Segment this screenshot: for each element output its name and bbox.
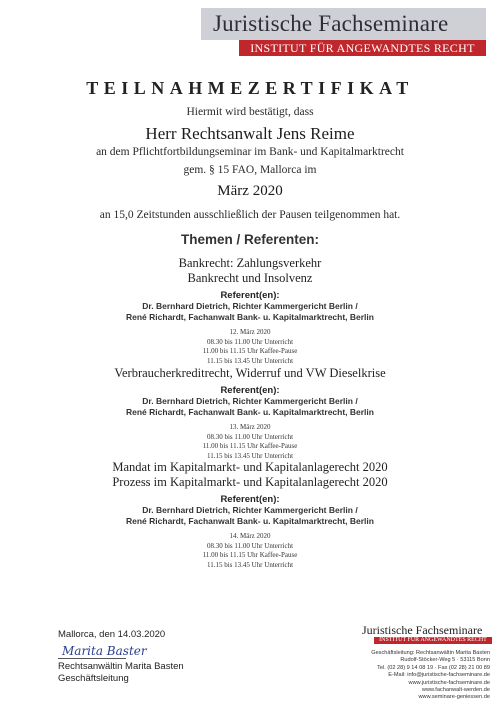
footer-logo-subtitle: INSTITUT FÜR ANGEWANDTES RECHT <box>374 637 492 644</box>
session-topic: Verbraucherkreditrecht, Widerruf und VW Dieselkrise <box>114 366 386 380</box>
themes-heading: Themen / Referenten: <box>180 232 320 247</box>
session-topic: Bankrecht und Insolvenz <box>187 271 313 285</box>
seminar-line: an dem Pflichtfortbildungseminar im Bank- und Kapitalmarktrecht <box>96 146 404 158</box>
contact-line: Geschäftsleitung: Rechtsanwältin Marita Basten <box>371 650 490 656</box>
signer-name: Rechtsanwältin Marita Basten <box>58 661 184 672</box>
contact-line: www.juristische-fachseminare.de <box>408 679 490 686</box>
signature-line <box>58 658 126 659</box>
referent-line: René Richardt, Fachanwalt Bank- u. Kapitalmarktrecht, Berlin <box>126 407 374 417</box>
fao-line: gem. § 15 FAO, Mallorca im <box>183 164 317 176</box>
schedule-line: 11.15 bis 13.45 Uhr Unterricht <box>206 560 294 569</box>
referent-heading: Referent(en): <box>220 385 280 396</box>
session-date: 12. März 2020 <box>229 328 271 336</box>
contact-block <box>371 650 490 702</box>
referent-heading: Referent(en): <box>220 290 280 301</box>
schedule-line: 08.30 bis 11.00 Uhr Unterricht <box>206 337 294 346</box>
contact-line: www.fachanwalt-werden.de <box>421 687 490 694</box>
schedule-line: 11.00 bis 11.15 Uhr Kaffee-Pause <box>202 347 298 355</box>
schedule-line: 11.00 bis 11.15 Uhr Kaffee-Pause <box>202 551 298 559</box>
footer-logo-title: Juristische Fachseminare <box>362 623 483 637</box>
referent-line: René Richardt, Fachanwalt Bank- u. Kapitalmarktrecht, Berlin <box>126 312 374 322</box>
place-date: Mallorca, den 14.03.2020 <box>58 629 166 640</box>
footer-logo <box>362 623 492 644</box>
hours-line: an 15,0 Zeitstunden ausschließlich der Pausen teilgenommen hat. <box>99 209 401 221</box>
session-topic: Prozess im Kapitalmarkt- und Kapitalanlagerecht 2020 <box>112 475 388 489</box>
logo-subtitle: INSTITUT FÜR ANGEWANDTES RECHT <box>239 40 486 56</box>
contact-line: Tel. (02 28) 9 14 08 19 · Fax (02 28) 21 00 89 <box>377 664 490 671</box>
handwritten-signature: Marita Baster <box>62 644 147 658</box>
referent-line: Dr. Bernhard Dietrich, Richter Kammergericht Berlin / <box>142 396 358 406</box>
contact-line: E-Mail: info@juristische-fachseminare.de <box>388 672 490 679</box>
recipient-name: Herr Rechtsanwalt Jens Reime <box>145 124 355 143</box>
contact-line: www.seminare-geniessen.de <box>418 694 490 701</box>
session-date: 13. März 2020 <box>229 423 271 431</box>
schedule-line: 11.15 bis 13.45 Uhr Unterricht <box>206 451 294 460</box>
referent-line: Dr. Bernhard Dietrich, Richter Kammergericht Berlin / <box>142 505 358 515</box>
signer-role: Geschäftsleitung <box>58 673 129 684</box>
session-2 <box>0 366 500 461</box>
signature-block <box>58 629 184 685</box>
intro-text: Hiermit wird bestätigt, dass <box>186 106 314 118</box>
schedule-line: 11.00 bis 11.15 Uhr Kaffee-Pause <box>202 442 298 450</box>
referent-heading: Referent(en): <box>220 494 280 505</box>
referent-line: René Richardt, Fachanwalt Bank- u. Kapitalmarktrecht, Berlin <box>126 516 374 526</box>
session-1 <box>0 256 500 366</box>
schedule-line: 08.30 bis 11.00 Uhr Unterricht <box>206 541 294 550</box>
schedule-line: 08.30 bis 11.00 Uhr Unterricht <box>206 432 294 441</box>
session-3 <box>0 460 500 570</box>
seminar-month: März 2020 <box>217 183 283 199</box>
session-topic: Mandat im Kapitalmarkt- und Kapitalanlagerecht 2020 <box>112 460 388 474</box>
logo-title: Juristische Fachseminare <box>201 8 486 40</box>
certificate-title: TEILNAHMEZERTIFIKAT <box>86 78 414 98</box>
session-topic: Bankrecht: Zahlungsverkehr <box>178 256 322 270</box>
contact-line: Rudolf-Stöcker-Weg 5 · 53115 Bonn <box>400 657 490 664</box>
referent-line: Dr. Bernhard Dietrich, Richter Kammergericht Berlin / <box>142 301 358 311</box>
session-date: 14. März 2020 <box>229 532 271 540</box>
header-logo <box>201 8 486 56</box>
schedule-line: 11.15 bis 13.45 Uhr Unterricht <box>206 356 294 365</box>
